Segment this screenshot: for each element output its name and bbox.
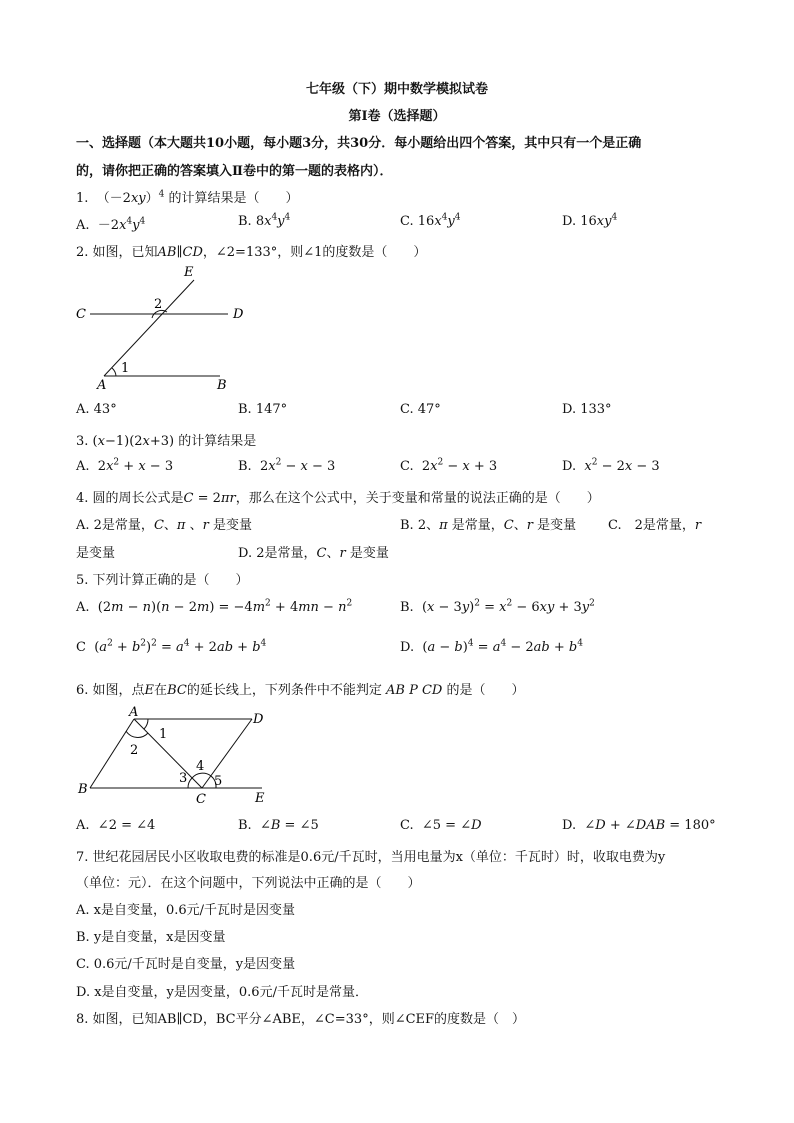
question-5-option-d: D. $(a - b)^4 = a^4 - 2ab + b^4$	[400, 638, 583, 655]
question-1-option-b: B. $8x^4y^4$	[238, 212, 291, 229]
line-ae	[104, 280, 194, 376]
question-2-figure	[70, 262, 270, 397]
section-instruction-line1: 一、选择题（本大题共10小题，每小题3分，共30分．每小题给出四个答案，其中只有一个是正确	[76, 136, 642, 151]
question-7-option-a: A. x是自变量，0.6元/千瓦时是因变量	[76, 903, 296, 918]
label-angle-3: 3	[179, 771, 188, 786]
question-5-option-c: C $(a^2 + b^2)^2 = a^4 + 2ab + b^4$	[76, 638, 267, 655]
label-d: D	[253, 712, 264, 727]
segment-ab	[90, 719, 134, 788]
label-a: A	[97, 378, 107, 393]
label-d: D	[233, 307, 244, 322]
angle-3-arc	[188, 778, 192, 788]
question-5-stem: 5. 下列计算正确的是（ ）	[76, 573, 249, 588]
question-1-option-d: D. $16xy^4$	[562, 212, 618, 229]
label-a: A	[129, 705, 139, 720]
question-5-option-a: A. $(2m - n)(n - 2m) = -4m^2 + 4mn - n^2$	[76, 598, 353, 615]
label-c: C	[196, 792, 206, 807]
question-7-option-c: C. 0.6元/千瓦时是自变量，y是因变量	[76, 957, 296, 972]
question-7-option-d: D. x是自变量，y是因变量，0.6元/千瓦时是常量．	[76, 985, 368, 1000]
question-1-option-a: A. $-2x^4y^4$	[76, 216, 146, 233]
question-4-option-a: A. 2是常量，C、π 、r 是变量	[76, 518, 252, 533]
angle-1-arc	[112, 368, 116, 376]
question-6-option-a: A. ∠2 = ∠4	[76, 818, 156, 833]
question-3-option-c: C. $2x^2 - x + 3$	[400, 457, 498, 474]
label-angle-4: 4	[196, 759, 205, 774]
question-8-stem: 8. 如图，已知AB∥CD，BC平分∠ABE，∠C=33°，则∠CEF的度数是（ ）	[76, 1012, 526, 1027]
question-6-stem: 6. 如图，点E在BC的延长线上，下列条件中不能判定 AB P CD 的是（ ）	[76, 683, 525, 698]
question-2-stem: 2. 如图，已知AB∥CD，∠2=133°，则∠1的度数是（ ）	[76, 245, 427, 260]
question-4-option-d: D. 2是常量，C、r 是变量	[238, 546, 389, 561]
label-angle-1: 1	[121, 361, 130, 376]
label-angle-5: 5	[214, 774, 223, 789]
question-7-stem-line2: （单位：元）．在这个问题中，下列说法中正确的是（ ）	[76, 876, 421, 891]
question-7-option-b: B. y是自变量，x是因变量	[76, 930, 226, 945]
question-2-option-c: C. 47°	[400, 402, 441, 417]
question-2-option-b: B. 147°	[238, 402, 288, 417]
page-title: 七年级（下）期中数学模拟试卷	[305, 82, 488, 97]
section-instruction-line2: 的，请你把正确的答案填入Ⅱ卷中的第一题的表格内）．	[76, 164, 393, 179]
question-3-option-a: A. $2x^2 + x - 3$	[76, 457, 174, 474]
question-2-option-d: D. 133°	[562, 402, 612, 417]
angle-2-arc	[126, 731, 148, 737]
question-6-option-b: B. ∠B = ∠5	[238, 818, 319, 833]
question-4-option-c-continued: 是变量	[76, 546, 116, 561]
angle-1-arc	[144, 719, 148, 729]
question-3-option-d: D. $x^2 - 2x - 3$	[562, 457, 660, 474]
label-c: C	[76, 307, 86, 322]
label-b: B	[78, 782, 88, 797]
question-6-option-d: D. ∠D + ∠DAB = 180°	[562, 818, 716, 833]
page-subtitle: 第Ⅰ卷（选择题）	[348, 109, 446, 124]
label-angle-2: 2	[154, 297, 163, 312]
label-angle-2: 2	[130, 743, 139, 758]
segment-cd	[202, 719, 252, 788]
question-6-figure	[70, 700, 290, 810]
label-e: E	[255, 791, 265, 806]
label-b: B	[217, 378, 227, 393]
question-6-option-c: C. ∠5 = ∠D	[400, 818, 482, 833]
question-3-stem: 3. (x−1)(2x+3) 的计算结果是	[76, 434, 257, 449]
question-5-option-b: B. $(x - 3y)^2 = x^2 - 6xy + 3y^2$	[400, 598, 595, 615]
question-4-stem: 4. 圆的周长公式是C = 2πr，那么在这个公式中，关于变量和常量的说法正确的是（ ）	[76, 491, 600, 506]
question-4-option-b: B. 2、π 是常量，C、r 是变量	[400, 518, 577, 533]
question-3-option-b: B. $2x^2 - x - 3$	[238, 457, 336, 474]
label-angle-1: 1	[159, 727, 168, 742]
question-4-option-c: C. 2是常量，r	[608, 518, 702, 533]
question-1-option-c: C. $16x^4y^4$	[400, 212, 461, 229]
question-1-stem: 1. $(-2xy)^4$ 的计算结果是（ ）	[76, 189, 299, 206]
question-2-option-a: A. 43°	[76, 402, 117, 417]
label-e: E	[184, 265, 194, 280]
question-7-stem-line1: 7. 世纪花园居民小区收取电费的标准是0.6元/千瓦时，当用电量为x（单位：千瓦时）时，收取电费为y	[76, 850, 666, 865]
